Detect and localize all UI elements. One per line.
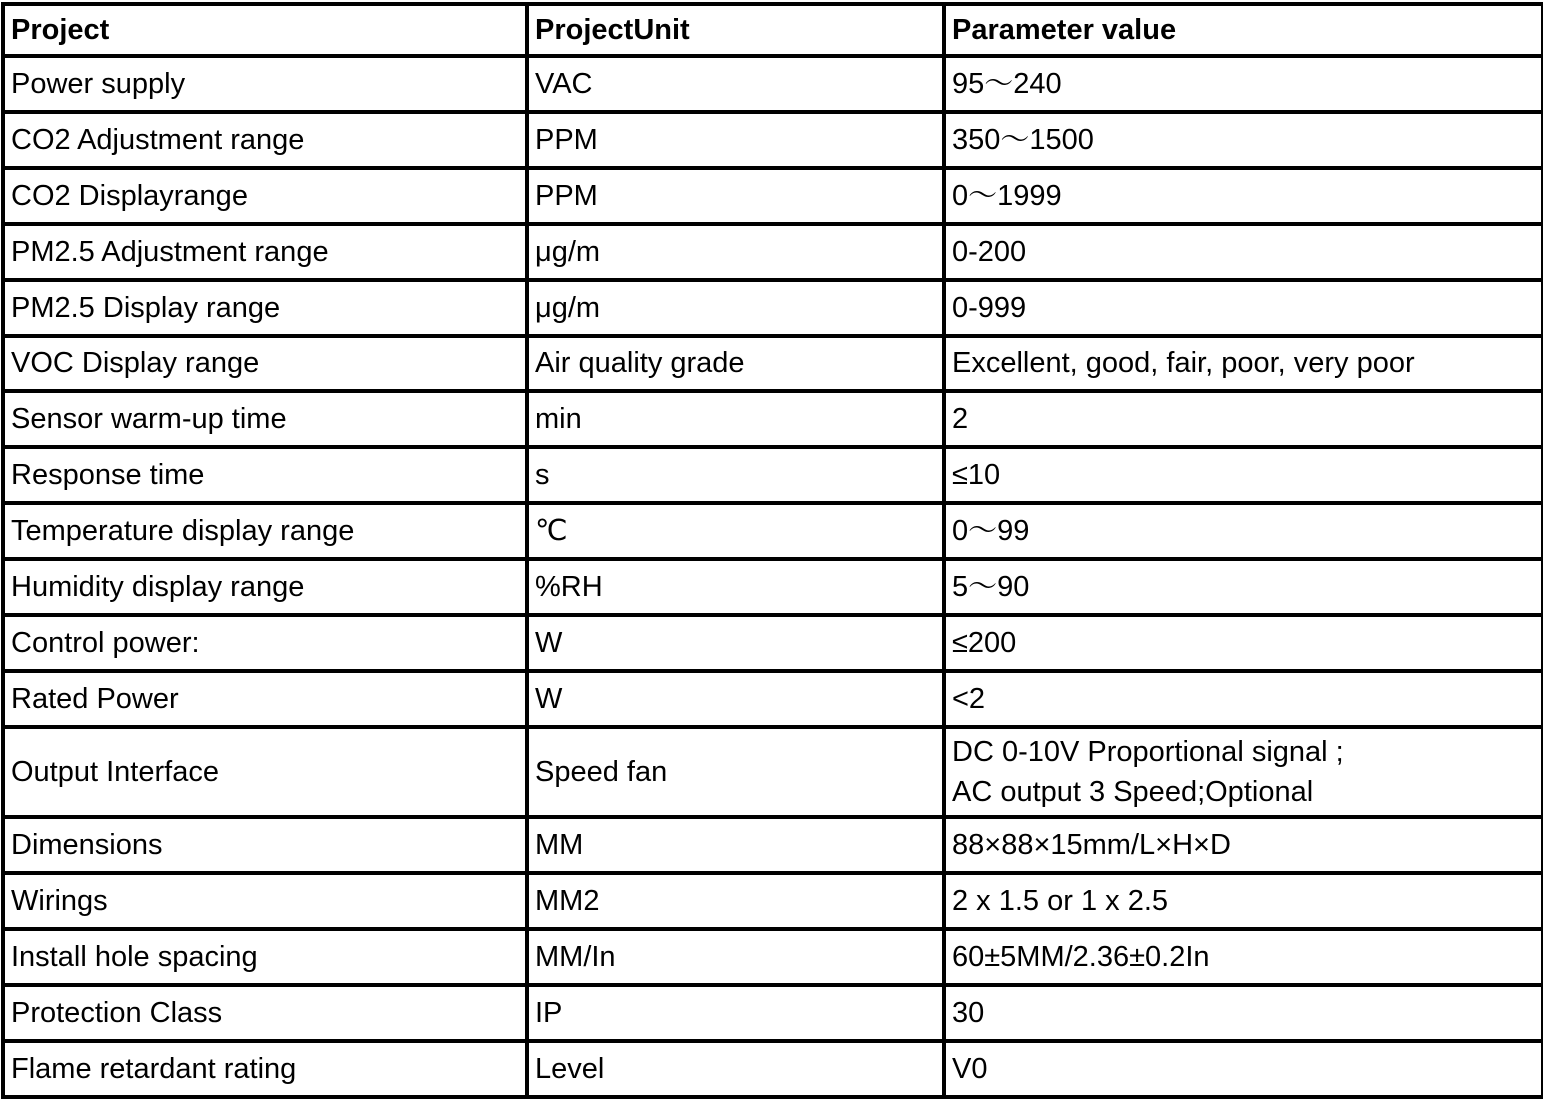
cell-parameter-value [944,112,1543,168]
cell-unit: Speed fan [527,727,944,817]
cell-unit: s [527,447,944,503]
cell-project: Protection Class [3,985,527,1041]
value-line: 0-200 [952,235,1027,268]
cell-unit: IP [527,985,944,1041]
value-line: V0 [952,1052,988,1085]
cell-unit: VAC [527,56,944,112]
header-project: Project [3,4,527,56]
value-line: 30 [952,996,985,1029]
cell-project: PM2.5 Adjustment range [3,224,527,280]
cell-parameter-value [944,559,1543,615]
table-row [3,280,1543,336]
cell-parameter-value [944,985,1543,1041]
value-line: <2 [952,682,986,715]
cell-parameter-value [944,929,1543,985]
table-row [3,447,1543,503]
cell-project: Install hole spacing [3,929,527,985]
table-row [3,503,1543,559]
cell-unit: MM2 [527,873,944,929]
cell-parameter-value [944,503,1543,559]
cell-unit: MM [527,817,944,873]
value-line: 0-999 [952,291,1027,324]
value-line: 2 [952,403,969,436]
cell-unit: W [527,671,944,727]
cell-unit: min [527,391,944,447]
table-row [3,817,1543,873]
cell-project: Temperature display range [3,503,527,559]
cell-parameter-value [944,615,1543,671]
cell-unit: PPM [527,168,944,224]
value-line: 88×88×15mm/L×H×D [952,829,1231,862]
cell-project: Wirings [3,873,527,929]
cell-project: VOC Display range [3,336,527,392]
cell-parameter-value [944,817,1543,873]
table-row [3,985,1543,1041]
cell-unit: Level [527,1041,944,1097]
value-line: AC output 3 Speed;Optional [952,776,1314,809]
cell-project: PM2.5 Display range [3,280,527,336]
cell-project: CO2 Adjustment range [3,112,527,168]
cell-parameter-value [944,280,1543,336]
value-line: 95～240 [952,67,1062,100]
table-row [3,615,1543,671]
cell-project: Sensor warm-up time [3,391,527,447]
table-row [3,391,1543,447]
table-row [3,224,1543,280]
table-row [3,112,1543,168]
table-row [3,559,1543,615]
cell-project: Power supply [3,56,527,112]
cell-unit: μg/m [527,224,944,280]
cell-unit: W [527,615,944,671]
cell-project: Output Interface [3,727,527,817]
cell-parameter-value [944,224,1543,280]
table-row [3,727,1543,817]
cell-unit: ℃ [527,503,944,559]
cell-parameter-value [944,168,1543,224]
value-line: 2 x 1.5 or 1 x 2.5 [952,885,1169,918]
header-parameter-value: Parameter value [944,4,1543,56]
value-line: 5～90 [952,571,1030,604]
value-line: ≤10 [952,459,1001,492]
cell-project: Control power: [3,615,527,671]
cell-project: Flame retardant rating [3,1041,527,1097]
value-line: 0～99 [952,515,1030,548]
table-row [3,56,1543,112]
table-header [3,4,1543,56]
table-row [3,929,1543,985]
cell-unit: Air quality grade [527,336,944,392]
value-line: 60±5MM/2.36±0.2In [952,940,1210,973]
table-row [3,336,1543,392]
header-row [3,4,1543,56]
cell-project: Dimensions [3,817,527,873]
table-row [3,1041,1543,1097]
cell-unit: PPM [527,112,944,168]
value-line: DC 0-10V Proportional signal ; [952,736,1344,769]
value-line: Excellent, good, fair, poor, very poor [952,347,1415,380]
value-line: 350～1500 [952,123,1094,156]
cell-parameter-value [944,391,1543,447]
table-row [3,873,1543,929]
cell-project: Rated Power [3,671,527,727]
table-row [3,671,1543,727]
cell-parameter-value [944,727,1543,817]
cell-parameter-value [944,336,1543,392]
cell-parameter-value [944,447,1543,503]
value-line: ≤200 [952,627,1017,660]
cell-parameter-value [944,873,1543,929]
value-line: 0～1999 [952,179,1062,212]
cell-project: Humidity display range [3,559,527,615]
cell-parameter-value [944,1041,1543,1097]
table-body [3,56,1543,1097]
cell-unit: μg/m [527,280,944,336]
table-row [3,168,1543,224]
cell-project: CO2 Displayrange [3,168,527,224]
cell-unit: MM/In [527,929,944,985]
header-project-unit: ProjectUnit [527,4,944,56]
spec-table [1,2,1543,1099]
cell-parameter-value [944,671,1543,727]
cell-project: Response time [3,447,527,503]
cell-parameter-value [944,56,1543,112]
cell-unit: %RH [527,559,944,615]
